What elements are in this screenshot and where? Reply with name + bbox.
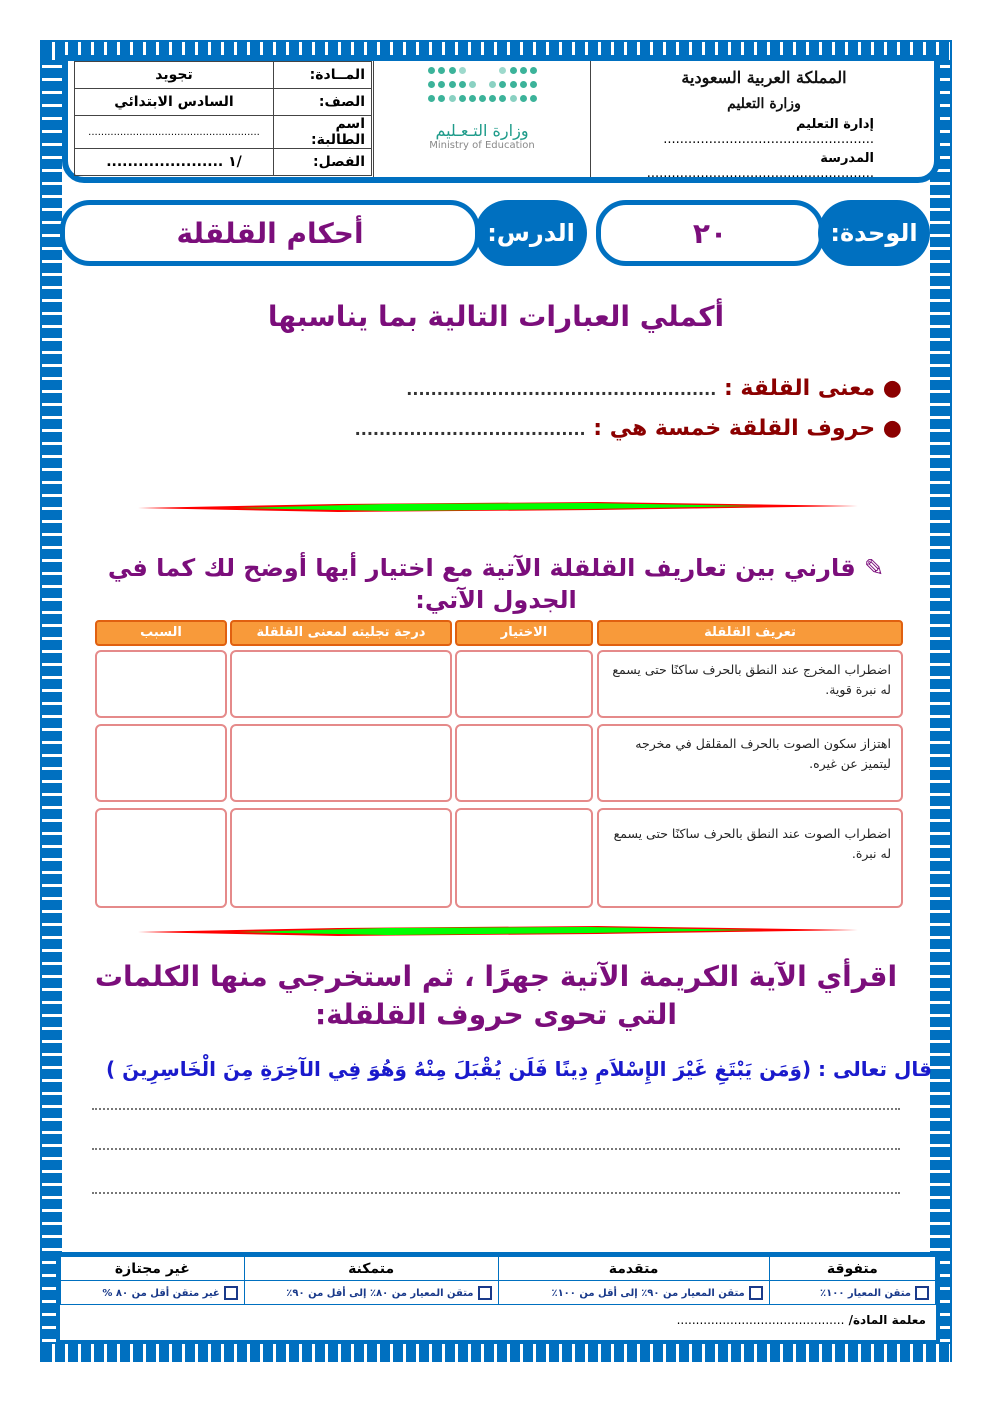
choice-cell[interactable] [455, 808, 593, 908]
border-strip-right [928, 42, 950, 1360]
level-criterion [244, 1281, 498, 1305]
degree-cell[interactable] [230, 724, 452, 802]
lesson-label: الدرس: [475, 200, 587, 266]
degree-cell[interactable] [230, 650, 452, 718]
school-field[interactable]: ....................................................... [646, 166, 874, 181]
section1-title: أكملي العبارات التالية بما يناسبها [267, 300, 725, 333]
logo-english-text: Ministry of Education [429, 140, 535, 151]
degree-cell[interactable] [230, 808, 452, 908]
level-criterion [769, 1281, 935, 1305]
level-title: متفوقة [769, 1257, 935, 1281]
subject-value: تجويد [75, 62, 274, 89]
section3-title-line: التي تحوى حروف القلقلة: [314, 998, 677, 1031]
border-strip-bottom [42, 1344, 950, 1362]
class-field[interactable]: /١ ...................... [75, 149, 274, 176]
checkbox[interactable] [224, 1286, 238, 1300]
teacher-label: معلمة المادة/ [848, 1313, 926, 1327]
level-title: غير مجتازة [61, 1257, 245, 1281]
checkbox[interactable] [915, 1286, 929, 1300]
level-criterion [61, 1281, 245, 1305]
logo-arabic-text: وزارة التـعـليم [435, 121, 529, 140]
answer-line[interactable] [92, 1148, 900, 1150]
lesson-title: أحكام القلقلة [176, 216, 364, 250]
definition-cell: اضطراب الصوت عند النطق بالحرف ساكنًا حتى يسمع له نبرة. [597, 808, 903, 908]
level-title: متقدمة [498, 1257, 769, 1281]
level-title: متمكنة [244, 1257, 498, 1281]
checkbox[interactable] [478, 1286, 492, 1300]
unit-value: ٢٠ [692, 216, 728, 250]
answer-line[interactable] [92, 1192, 900, 1194]
header-box [62, 55, 940, 183]
rubric-table [60, 1256, 936, 1305]
kingdom-emblem-text: المملكة العربية السعودية [681, 68, 847, 87]
ministry-block [604, 61, 924, 181]
section2-instruction: ✎ قارني بين تعاريف القلقلة الآتية مع اختيار أيها أوضح لك كما في الجدول الآتي: [107, 554, 885, 614]
answer-blank[interactable]: ................................................... [406, 380, 717, 399]
reason-cell[interactable] [95, 650, 227, 718]
admin-label: إدارة التعليم [795, 117, 874, 132]
criterion-text: غير متقن أقل من ٨٠ % [102, 1287, 220, 1299]
grade-value: السادس الابتدائي [75, 89, 274, 116]
grade-label: الصف: [274, 89, 372, 116]
admin-line [604, 117, 924, 147]
criterion-text: متقن المعيار من ٨٠٪ إلى أقل من ٩٠٪ [286, 1287, 474, 1299]
bullet-item: ● حروف القلقة خمسة هي : ...................................... [354, 416, 902, 441]
unit-value-box [596, 200, 824, 266]
teacher-field[interactable]: ............................................ [676, 1313, 845, 1327]
column-header: درجة تجليته لمعنى القلقلة [230, 620, 452, 646]
decorative-divider [138, 924, 858, 938]
bullet-text: معنى القلقة : [723, 376, 876, 401]
choice-cell[interactable] [455, 724, 593, 802]
class-label: الفصل: [274, 149, 372, 176]
bullet-text: حروف القلقة خمسة هي : [593, 416, 876, 441]
student-name-field[interactable]: ...................................................... [75, 116, 274, 149]
comparison-table [95, 620, 905, 910]
section3-title-line: اقرأي الآية الكريمة الآتية جهرًا ، ثم استخرجي منها الكلمات [94, 960, 898, 993]
school-line [604, 151, 924, 181]
student-name-label: اسم الطالبة: [274, 116, 372, 149]
ministry-logo [373, 61, 591, 177]
column-header: السبب [95, 620, 227, 646]
bullet-item: ● معنى القلقة : ................................................... [406, 376, 902, 401]
school-label: المدرسة [820, 151, 874, 166]
admin-field[interactable]: ................................................... [663, 132, 874, 147]
level-criterion [498, 1281, 769, 1305]
definition-cell: اضطراب المخرج عند النطق بالحرف ساكنًا حتى يسمع له نبرة قوية. [597, 650, 903, 718]
answer-line[interactable] [92, 1108, 900, 1110]
quran-verse: قال تعالى : (وَمَن يَبْتَغِ غَيْرَ الإِسْلاَمِ دِينًا فَلَن يُقْبَلَ مِنْهُ وَهُوَ فِي الآخِرَةِ مِنَ الْخَاسِرِينَ ) [106, 1057, 932, 1081]
decorative-divider [138, 500, 858, 514]
checkbox[interactable] [749, 1286, 763, 1300]
assessment-footer [56, 1252, 940, 1344]
reason-cell[interactable] [95, 724, 227, 802]
unit-label: الوحدة: [818, 200, 930, 266]
lesson-value-box [60, 200, 480, 266]
teacher-line [60, 1305, 936, 1335]
subject-label: المــادة: [274, 62, 372, 89]
criterion-text: متقن المعيار من ٩٠٪ إلى أقل من ١٠٠٪ [551, 1287, 745, 1299]
logo-dots-icon [427, 67, 537, 107]
criterion-text: متقن المعيار ١٠٠٪ [820, 1287, 911, 1299]
column-header: تعريف القلقلة [597, 620, 903, 646]
info-table [74, 61, 372, 176]
column-header: الاختيار [455, 620, 593, 646]
definition-cell: اهتزاز سكون الصوت بالحرف المقلقل في مخرجه ليتميز عن غيره. [597, 724, 903, 802]
choice-cell[interactable] [455, 650, 593, 718]
ministry-emblem-text: وزارة التعليم [727, 96, 801, 112]
answer-blank[interactable]: ...................................... [354, 420, 586, 439]
reason-cell[interactable] [95, 808, 227, 908]
section3-title [62, 958, 930, 1034]
